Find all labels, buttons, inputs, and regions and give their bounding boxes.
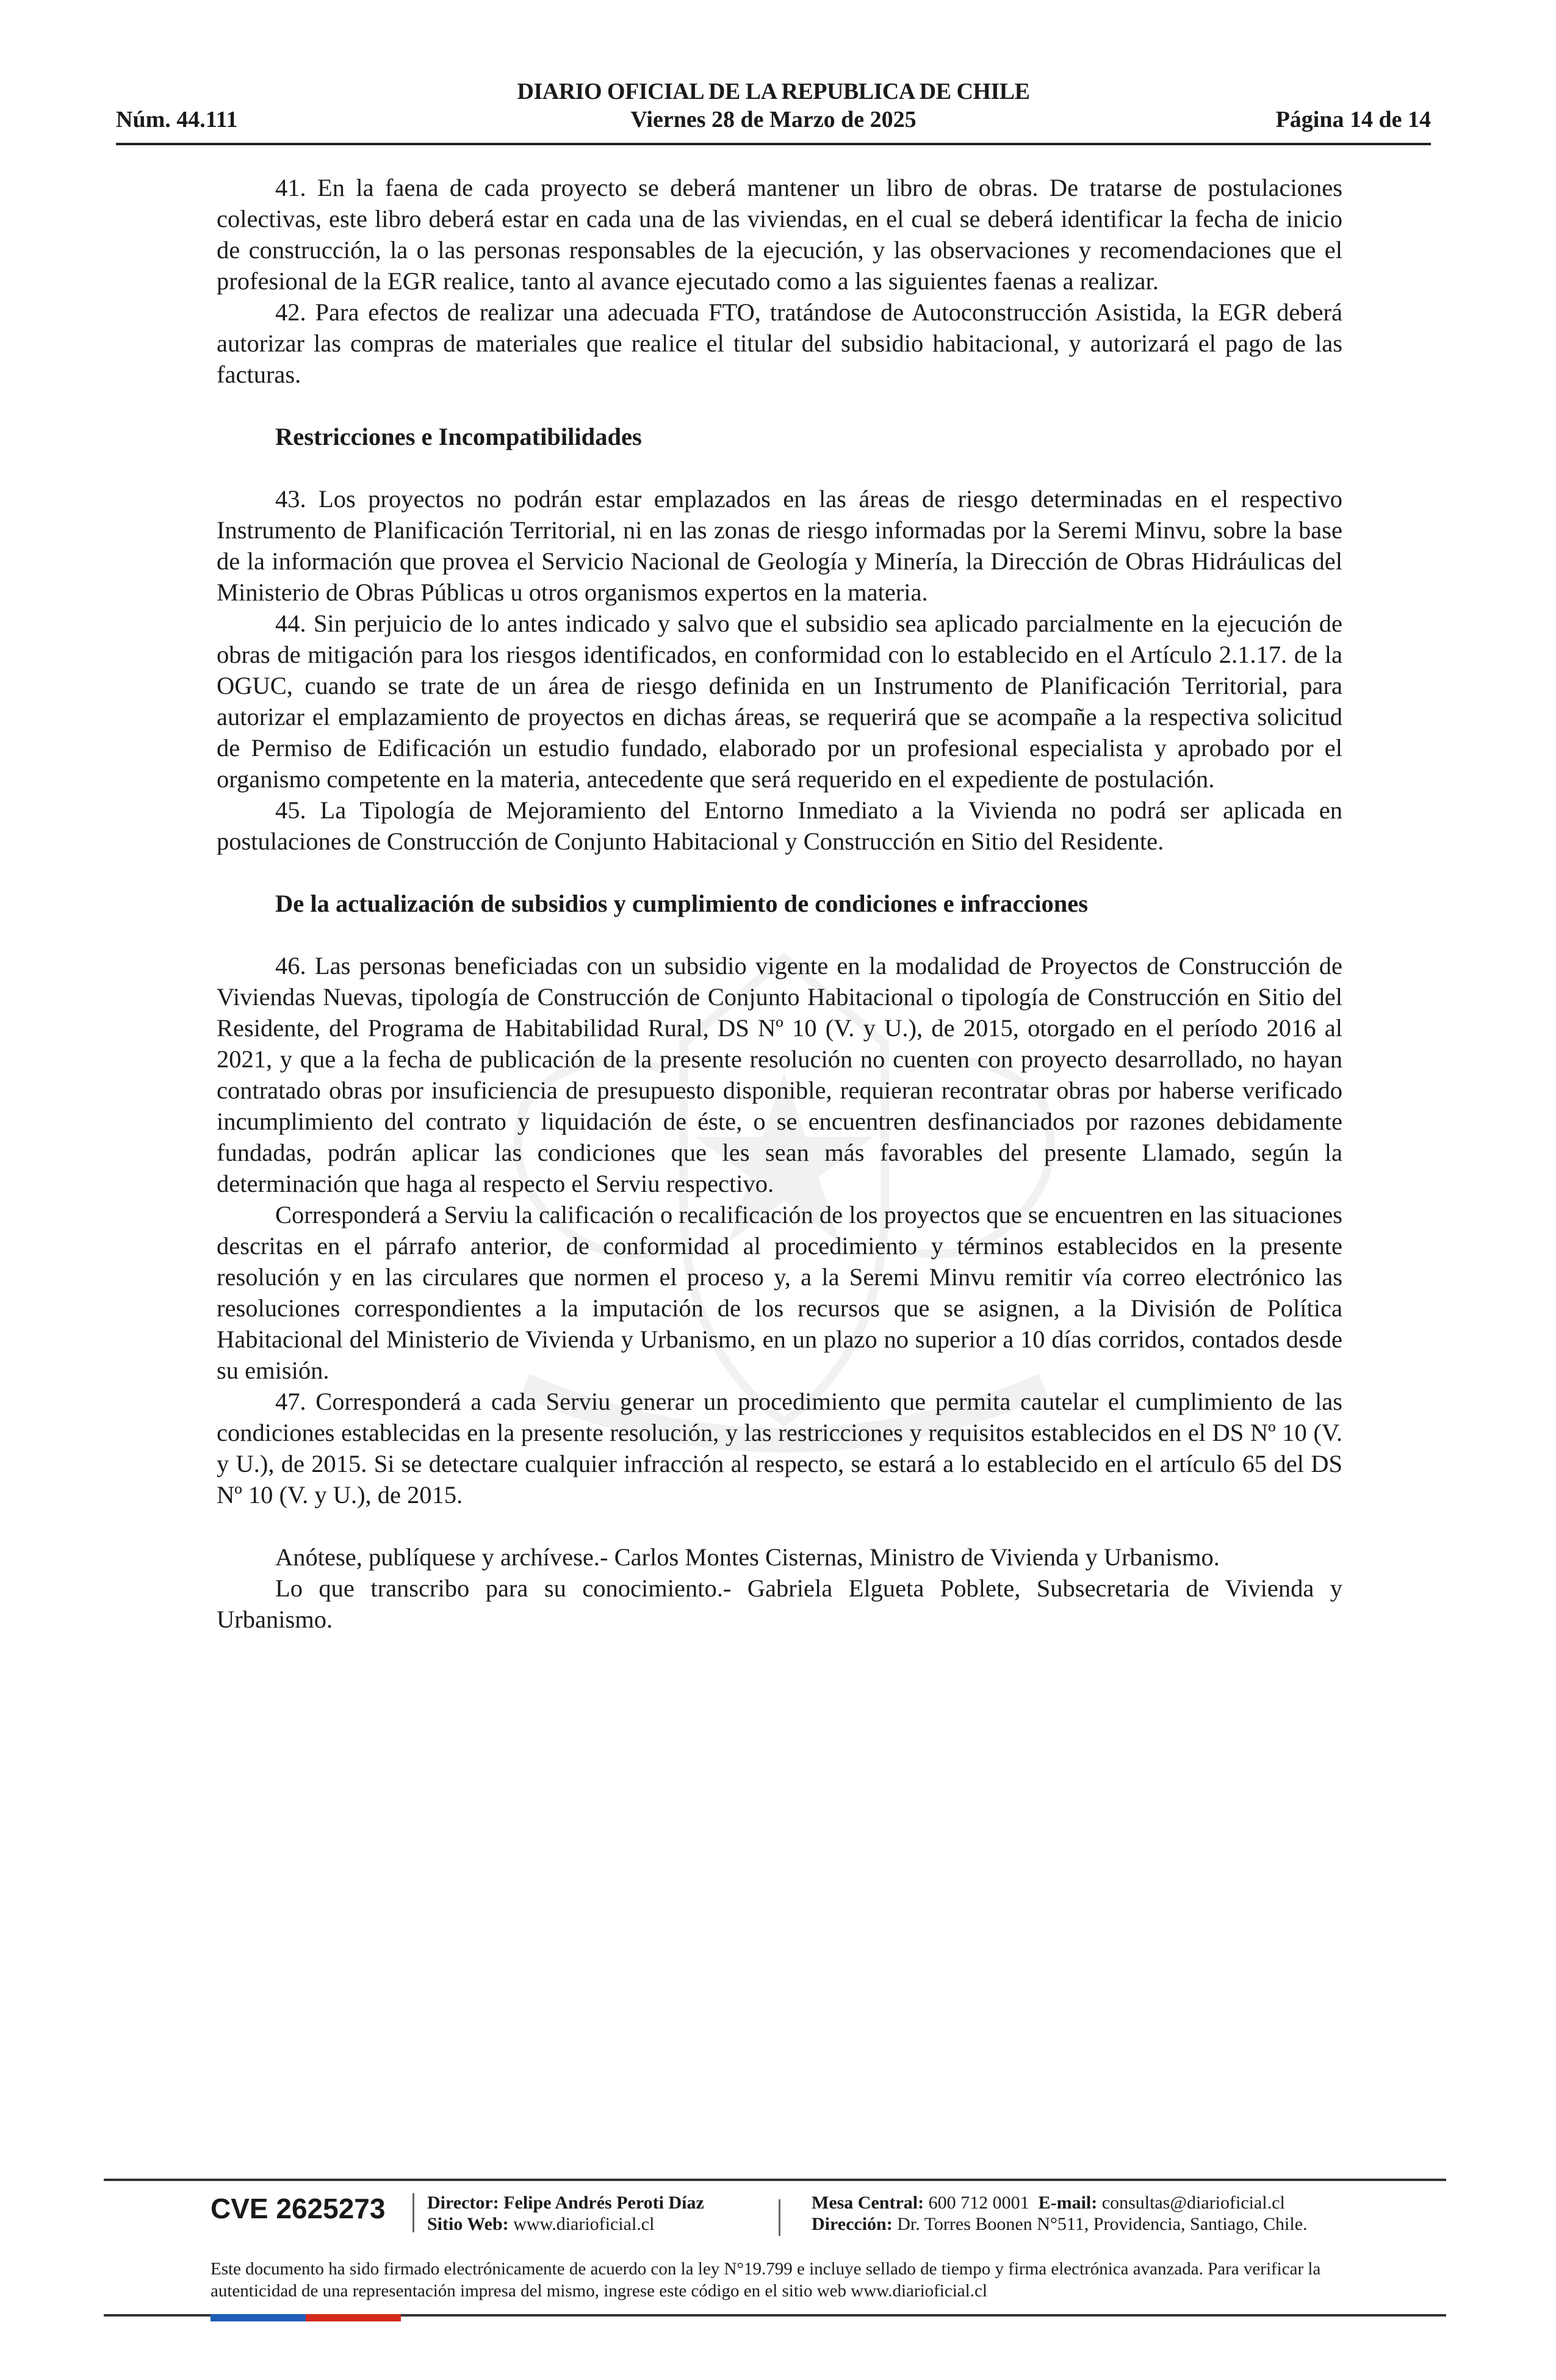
email-link[interactable]: consultas@diarioficial.cl xyxy=(1101,2193,1285,2213)
page-indicator: Página 14 de 14 xyxy=(1275,107,1431,132)
page-header xyxy=(116,74,1431,145)
website-link[interactable]: www.diarioficial.cl xyxy=(513,2214,655,2234)
address-line xyxy=(812,2213,1308,2235)
paragraph-44: 44. Sin perjuicio de lo antes indicado y salvo que el subsidio sea aplicado parcialmente en la ejecución de obras de mitigación para los riesgos identificados, en conformidad con lo establecido en el Artículo 2.1.17. de la OGUC, cuando se trate de un área de riesgo definida en un Instrumento de Planificación Territorial, para autorizar el emplazamiento de proyectos en dichas áreas, se requerirá que se acompañe a la respectiva solicitud de Permiso de Edificación un estudio fundado, elaborado por un profesional especialista y aprobado por el organismo competente en la materia, antecedente que será requerido en el expediente de postulación. xyxy=(217,610,1342,793)
chile-flag-stripe xyxy=(211,2314,401,2321)
cve-code: CVE 2625273 xyxy=(211,2193,386,2224)
footer-director-block xyxy=(427,2192,704,2235)
publication-title: DIARIO OFICIAL DE LA REPUBLICA DE CHILE xyxy=(517,79,1030,104)
address-value: Dr. Torres Boonen N°511, Providencia, Santiago, Chile. xyxy=(897,2214,1308,2234)
document-body xyxy=(217,172,1342,1635)
section-heading-restricciones: Restricciones e Incompatibilidades xyxy=(275,423,642,450)
footer-separator xyxy=(412,2193,414,2232)
issue-number: Núm. 44.111 xyxy=(116,107,238,132)
signature-legal-note: Este documento ha sido firmado electrónicamente de acuerdo con la ley N°19.799 e incluye sellado de tiempo y firma electrónica avanzada. Para verificar la autenticidad de una representación impresa del mismo, ingrese este código en el sitio web www.diarioficial.cl xyxy=(211,2259,1321,2301)
website-label: Sitio Web: xyxy=(427,2214,509,2234)
mesa-label: Mesa Central: xyxy=(812,2193,924,2213)
mesa-phone: 600 712 0001 xyxy=(928,2193,1029,2213)
paragraph-46: 46. Las personas beneficiadas con un subsidio vigente en la modalidad de Proyectos de Construcción de Viviendas Nuevas, tipología de Construcción de Conjunto Habitacional o tipología de Construcción en Sitio del Residente, del Programa de Habitabilidad Rural, DS Nº 10 (V. y U.), de 2015, otorgado en el período 2016 al 2021, y que a la fecha de publicación de la presente resolución no cuenten con proyecto desarrollado, no hayan contratado obras por insuficiencia de presupuesto disponible, requieran recontratar obras por haberse verificado incumplimiento del contrato y liquidación de éste, o se encuentren desfinanciados por razones debidamente fundadas, podrán aplicar las condiciones que les sean más favorables del presente Llamado, según la determinación que haga al respecto el Serviu respectivo. xyxy=(217,952,1342,1197)
website-line xyxy=(427,2213,704,2235)
paragraph-43: 43. Los proyectos no podrán estar emplazados en las áreas de riesgo determinadas en el respectivo Instrumento de Planificación Territorial, ni en las zonas de riesgo informadas por la Seremi Minvu, sobre la base de la información que provea el Servicio Nacional de Geología y Minería, la Dirección de Obras Hidráulicas del Ministerio de Obras Públicas u otros organismos expertos en la materia. xyxy=(217,485,1342,606)
director-line xyxy=(427,2192,704,2213)
contact-line xyxy=(812,2192,1308,2213)
director-name: Felipe Andrés Peroti Díaz xyxy=(503,2193,704,2213)
email-label: E-mail: xyxy=(1038,2193,1098,2213)
paragraph-46-continued: Corresponderá a Serviu la calificación o recalificación de los proyectos que se encuentren en las situaciones descritas en el párrafo anterior, de conformidad al procedimiento y términos establecidos en la presente resolución y en las circulares que normen el proceso y, a la Seremi Minvu remitir vía correo electrónico las resoluciones correspondientes a la imputación de los recursos que se asignen, a la División de Política Habitacional del Ministerio de Vivienda y Urbanismo, en un plazo no superior a 10 días corridos, contados desde su emisión. xyxy=(217,1201,1342,1384)
closing-transcribo: Lo que transcribo para su conocimiento.- Gabriela Elgueta Poblete, Subsecretaria de Vivienda y Urbanismo. xyxy=(217,1574,1342,1633)
publication-date: Viernes 28 de Marzo de 2025 xyxy=(630,107,917,132)
flag-blue-stripe xyxy=(211,2314,306,2321)
address-label: Dirección: xyxy=(812,2214,893,2234)
footer-divider-top xyxy=(104,2179,1446,2181)
footer-contact-block xyxy=(812,2192,1308,2235)
section-heading-actualizacion: De la actualización de subsidios y cumplimiento de condiciones e infracciones xyxy=(275,890,1088,917)
paragraph-42: 42. Para efectos de realizar una adecuada FTO, tratándose de Autoconstrucción Asistida, la EGR deberá autorizar las compras de materiales que realice el titular del subsidio habitacional, y autorizará el pago de las facturas. xyxy=(217,298,1342,388)
director-label: Director: xyxy=(427,2193,499,2213)
paragraph-41: 41. En la faena de cada proyecto se deberá mantener un libro de obras. De tratarse de postulaciones colectivas, este libro deberá estar en cada una de las viviendas, en el cual se deberá identificar la fecha de inicio de construcción, la o las personas responsables de la ejecución, y las observaciones y recomendaciones que el profesional de la EGR realice, tanto al avance ejecutado como a las siguientes faenas a realizar. xyxy=(217,174,1342,295)
paragraph-47: 47. Corresponderá a cada Serviu generar un procedimiento que permita cautelar el cumplimiento de las condiciones establecidas en la presente resolución, y las restricciones y requisitos establecidos en el DS Nº 10 (V. y U.), de 2015. Si se detectare cualquier infracción al respecto, se estará a lo establecido en el artículo 65 del DS Nº 10 (V. y U.), de 2015. xyxy=(217,1388,1342,1509)
paragraph-45: 45. La Tipología de Mejoramiento del Entorno Inmediato a la Vivienda no podrá ser aplicada en postulaciones de Construcción de Conjunto Habitacional y Construcción en Sitio del Residente. xyxy=(217,796,1342,855)
closing-anotese: Anótese, publíquese y archívese.- Carlos Montes Cisternas, Ministro de Vivienda y Urbanismo. xyxy=(275,1543,1220,1571)
footer-separator xyxy=(779,2199,780,2236)
flag-red-stripe xyxy=(306,2314,401,2321)
